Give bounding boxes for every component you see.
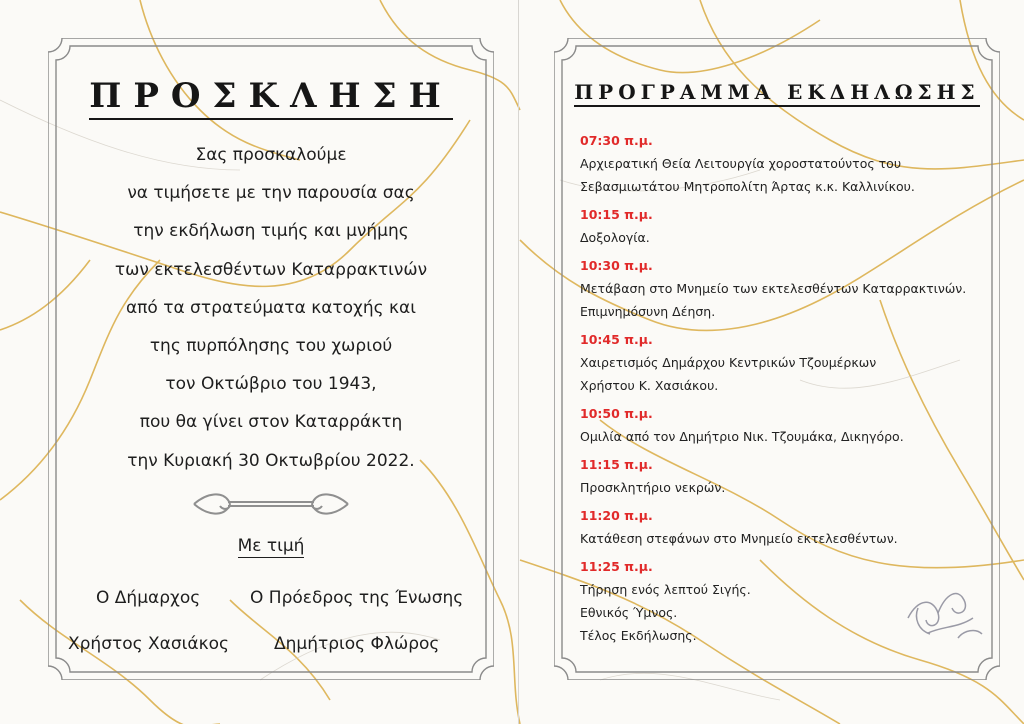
invitation-line: Σας προσκαλούμε [195,145,347,165]
invitation-line: την Κυριακή 30 Οκτωβρίου 2022. [127,450,415,471]
invitation-line: των εκτελεσθέντων Καταρρακτινών [114,259,428,280]
schedule-desc: Σεβασμιωτάτου Μητροπολίτη Άρτας κ.κ. Καλλινίκου. [580,179,915,194]
schedule-time: 11:25 π.μ. [580,559,653,574]
schedule-item [580,130,994,198]
schedule-desc: Προσκλητήριο νεκρών. [580,480,726,495]
mayor-role: Ο Δήμαρχος [96,588,201,608]
invitation-text [48,136,494,480]
schedule-item [580,505,994,550]
invitation-line: την εκδήλωση τιμής και μνήμης [133,221,409,242]
schedule-desc: Αρχιερατική Θεία Λειτουργία χοροστατούντος του [580,156,902,171]
schedule-time: 10:15 π.μ. [580,207,653,222]
invitation-line: από τα στρατεύματα κατοχής και [125,297,417,318]
page-fold [518,0,519,724]
schedule-time: 10:30 π.μ. [580,258,653,273]
calligraphic-flourish-icon [898,578,988,648]
schedule-desc: Τέλος Εκδήλωσης. [580,628,697,643]
schedule-desc: Χρήστου Κ. Χασιάκου. [580,378,719,393]
schedule-time: 11:15 π.μ. [580,457,653,472]
schedule-desc: Ομιλία από τον Δημήτριο Νικ. Τζουμάκα, Δικηγόρο. [580,429,904,444]
schedule-desc: Κατάθεση στεφάνων στο Μνημείο εκτελεσθέντων. [580,531,898,546]
schedule-time: 10:45 π.μ. [580,332,653,347]
scroll-flourish-icon [188,490,354,518]
program-panel [554,38,1000,680]
schedule-desc: Τήρηση ενός λεπτού Σιγής. [580,582,751,597]
regards-label: Με τιμή [237,536,305,556]
schedule-time: 10:50 π.μ. [580,406,653,421]
president-role: Ο Πρόεδρος της Ένωσης [250,588,464,608]
schedule-time: 11:20 π.μ. [580,508,653,523]
invitation-line: να τιμήσετε με την παρουσία σας [127,183,415,204]
schedule-desc: Μετάβαση στο Μνημείο των εκτελεσθέντων Καταρρακτινών. [580,281,967,296]
program-title: ΠΡΟΓΡΑΜΜΑ ΕΚΔΗΛΩΣΗΣ [554,80,1000,104]
schedule-item [580,255,994,323]
schedule-desc: Εθνικός Ύμνος. [580,605,678,620]
schedule-item [580,454,994,499]
schedule-list [580,130,994,653]
mayor-name: Χρήστος Χασιάκος [68,634,229,654]
schedule-desc: Χαιρετισμός Δημάρχου Κεντρικών Τζουμέρκων [580,355,877,370]
president-name: Δημήτριος Φλώρος [274,634,440,654]
schedule-desc: Επιμνημόσυνη Δέηση. [580,304,716,319]
invitation-panel [48,38,494,680]
schedule-item [580,204,994,249]
schedule-desc: Δοξολογία. [580,230,650,245]
invitation-line: τον Οκτώβριο του 1943, [165,374,377,395]
invitation-line: της πυρπόλησης του χωριού [149,336,393,357]
schedule-time: 07:30 π.μ. [580,133,653,148]
invitation-line: που θα γίνει στον Καταρράκτη [139,412,403,433]
invitation-title: ΠΡΟΣΚΛΗΣΗ [48,76,494,116]
schedule-item [580,403,994,448]
schedule-item [580,329,994,397]
